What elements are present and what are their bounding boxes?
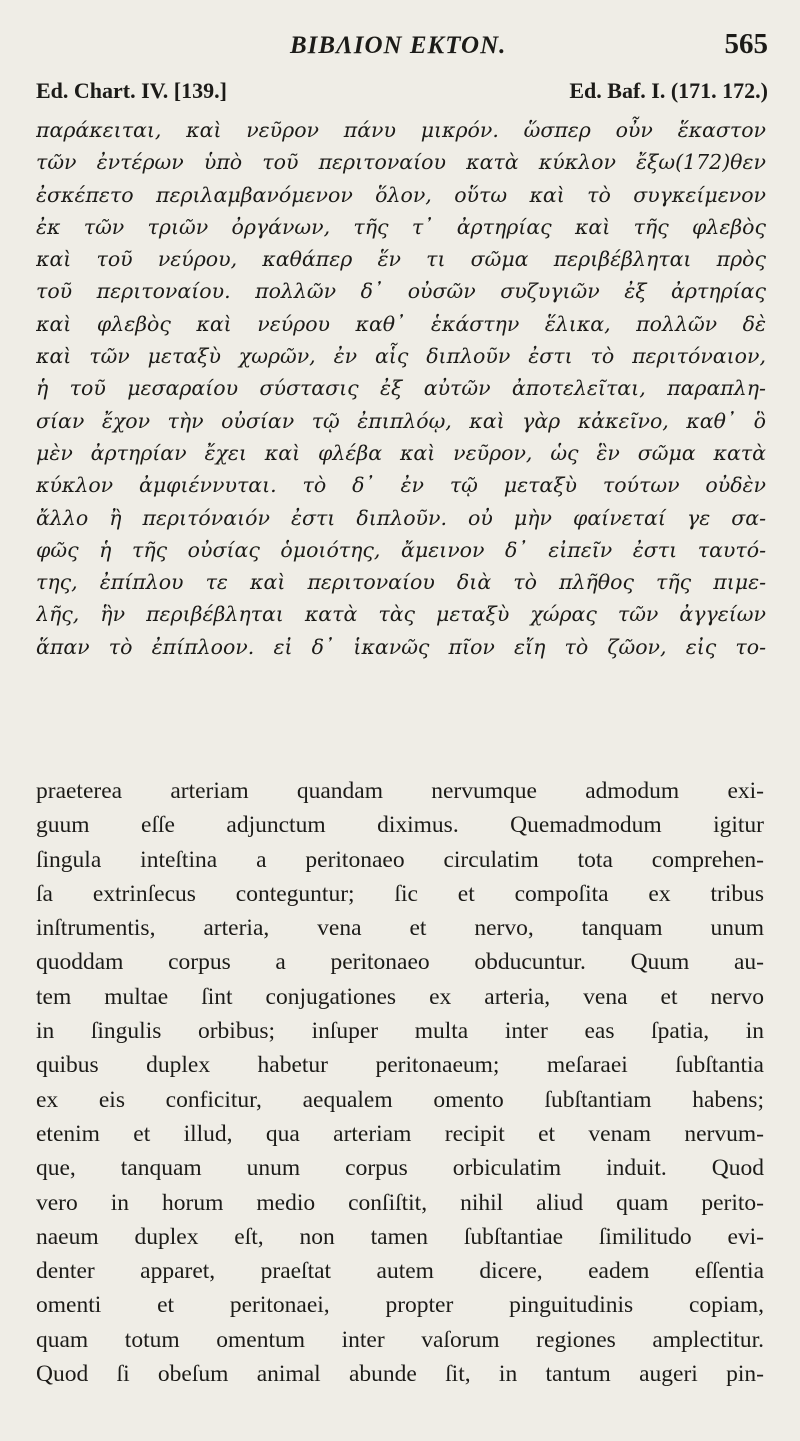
latin-text-line: ſa extrinſecus conteguntur; ſic et compoſita ex tribus [36,880,764,907]
latin-text-line: quoddam corpus a peritonaeo obducuntur. Quum au- [36,949,764,976]
greek-text-line: ἡ τοῦ μεσαραίου σύστασις ἐξ αὐτῶν ἀποτελεῖται, παραπλη- [36,376,766,401]
latin-text-line: Quod ſi obeſum animal abunde ſit, in tantum augeri pin- [36,1361,764,1388]
greek-text-line: κύκλον ἀμφιέννυται. τὸ δ᾽ ἐν τῷ μεταξὺ τούτων οὐδὲν [36,473,766,498]
greek-text-line: παράκειται, καὶ νεῦρον πάνυ μικρόν. ὥσπερ οὖν ἕκαστον [36,118,766,142]
greek-text-line: ἅπαν τὸ ἐπίπλοον. εἰ δ᾽ ἱκανῶς πῖον εἴη τὸ ζῶον, εἰς το- [36,634,766,659]
greek-text-line: τῶν ἐντέρων ὑπὸ τοῦ περιτοναίου κατὰ κύκλον ἔξω(172)θεν [36,150,766,175]
latin-text-line: naeum duplex eſt, non tamen ſubſtantiae ſimilitudo evi- [36,1223,764,1250]
latin-text-line: tem multae ſint conjugationes ex arteria, vena et nervo [36,983,764,1010]
greek-text-column [36,114,766,663]
greek-text-line: φῶς ἡ τῆς οὐσίας ὁμοιότης, ἄμεινον δ᾽ εἰπεῖν ἐστι ταυτό- [36,537,766,562]
greek-text-line: καὶ τῶν μεταξὺ χωρῶν, ἐν αἷς διπλοῦν ἐστι τὸ περιτόναιον, [36,344,766,369]
edition-reference-chartier: Ed. Chart. IV. [139.] [36,78,227,103]
greek-text-line: της, ἐπίπλου τε καὶ περιτοναίου διὰ τὸ πλῆθος τῆς πιμε- [36,570,766,595]
greek-text-line: μὲν ἀρτηρίαν ἔχει καὶ φλέβα καὶ νεῦρον, ὡς ἓν σῶμα κατὰ [36,440,766,465]
latin-text-line: quibus duplex habetur peritonaeum; meſaraei ſubſtantia [36,1052,764,1079]
greek-text-line: καὶ φλεβὸς καὶ νεύρου καθ᾽ ἑκάστην ἕλικα, πολλῶν δὲ [36,311,766,336]
latin-text-line: inſtrumentis, arteria, vena et nervo, tanquam unum [36,915,764,942]
latin-text-line: etenim et illud, qua arteriam recipit et venam nervum- [36,1120,764,1147]
greek-text-line: ἐκ τῶν τριῶν ὀργάνων, τῆς τ᾽ ἀρτηρίας καὶ τῆς φλεβὸς [36,214,766,239]
latin-text-line: guum eſſe adjunctum diximus. Quemadmodum igitur [36,812,764,839]
latin-text-line: omenti et peritonaei, propter pinguitudinis copiam, [36,1292,764,1319]
latin-text-line: in ſingulis orbibus; inſuper multa inter eas ſpatia, in [36,1018,764,1045]
running-head [0,28,800,68]
page-number: 565 [724,28,768,60]
greek-text-line: σίαν ἔχον τὴν οὐσίαν τῷ ἐπιπλόῳ, καὶ γὰρ κἀκεῖνο, καθ᾽ ὃ [36,408,766,433]
latin-text-line: ſingula inteſtina a peritonaeo circulatim tota comprehen- [36,846,764,873]
edition-references [0,78,800,110]
greek-text-line: καὶ τοῦ νεύρου, καθάπερ ἕν τι σῶμα περιβέβληται πρὸς [36,247,766,272]
latin-translation-column [36,774,764,1391]
latin-text-line: denter apparet, praeſtat autem dicere, eadem eſſentia [36,1258,764,1285]
latin-text-line: quam totum omentum inter vaſorum regiones amplectitur. [36,1326,764,1353]
latin-text-line: ex eis conficitur, aequalem omento ſubſtantiam habens; [36,1086,764,1113]
greek-text-line: λῆς, ἣν περιβέβληται κατὰ τὰς μεταξὺ χώρας τῶν ἀγγείων [36,602,766,627]
latin-text-line: praeterea arteriam quandam nervumque admodum exi- [36,778,764,804]
greek-text-line: τοῦ περιτοναίου. πολλῶν δ᾽ οὐσῶν συζυγιῶν ἐξ ἀρτηρίας [36,279,766,304]
latin-text-line: que, tanquam unum corpus orbiculatim induit. Quod [36,1155,764,1182]
edition-reference-basel: Ed. Baf. I. (171. 172.) [569,78,768,103]
greek-text-line: ἐσκέπετο περιλαμβανόμενον ὅλον, οὕτω καὶ τὸ συγκείμενον [36,182,766,207]
greek-text-line: ἄλλο ἢ περιτόναιόν ἐστι διπλοῦν. οὐ μὴν φαίνεταί γε σα- [36,505,766,530]
latin-text-line: vero in horum medio conſiſtit, nihil aliud quam perito- [36,1189,764,1216]
running-title: ΒΙΒΛΙΟΝ ΕΚΤΟΝ. [290,32,507,59]
